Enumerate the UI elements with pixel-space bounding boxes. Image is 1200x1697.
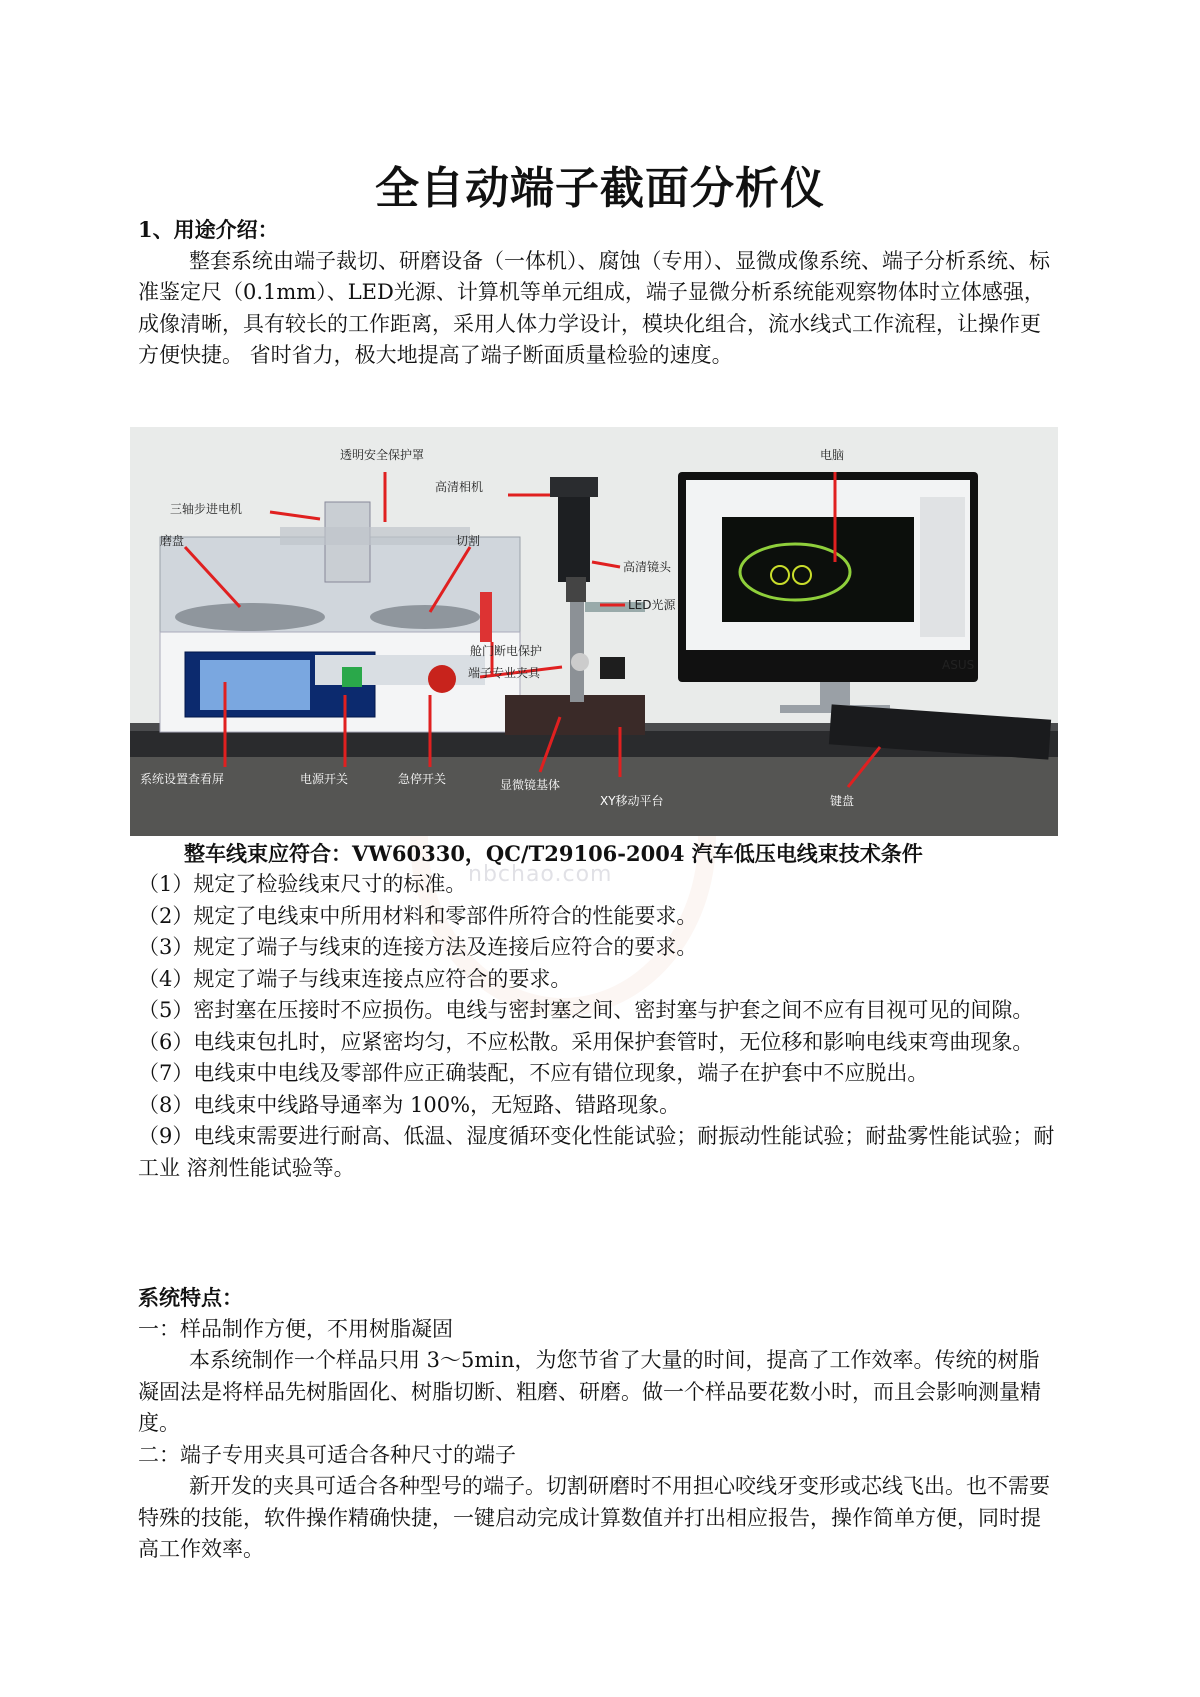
requirement-item: （6）电线束包扎时，应紧密均匀，不应松散。采用保护套管时，无位移和影响电线束弯曲现象。 bbox=[138, 1029, 1034, 1054]
label-motor: 三轴步进电机 bbox=[170, 502, 243, 516]
label-screen: 系统设置查看屏 bbox=[140, 772, 225, 786]
label-base: 显微镜基体 bbox=[500, 778, 561, 792]
section-usage bbox=[138, 214, 1058, 372]
label-computer: 电脑 bbox=[820, 448, 845, 462]
section-features bbox=[138, 1282, 1058, 1566]
label-cover: 透明安全保护罩 bbox=[340, 448, 425, 462]
label-xy: XY移动平台 bbox=[600, 794, 664, 808]
requirement-item: （4）规定了端子与线束连接点应符合的要求。 bbox=[138, 966, 572, 991]
requirement-item: （3）规定了端子与线束的连接方法及连接后应符合的要求。 bbox=[138, 935, 698, 959]
standard-line: 整车线束应符合：VW60330，QC/T29106-2004 汽车低压电线束技术条件 bbox=[184, 841, 923, 866]
requirement-item: （5）密封塞在压接时不应损伤。电线与密封塞之间、密封塞与护套之间不应有目视可见的间隙。 bbox=[138, 998, 1034, 1022]
label-camera: 高清相机 bbox=[435, 480, 484, 494]
requirement-item: （1）规定了检验线束尺寸的标准。 bbox=[138, 872, 467, 896]
section-usage-paragraph: 整套系统由端子裁切、研磨设备（一体机）、腐蚀（专用）、显微成像系统、端子分析系统、标准鉴定尺（0.1mm）、LED光源、计算机等单元组成，端子显微分析系统能观察物体时立体感强，成像清晰，具有较长的工作距离，采用人体力学设计，模块化组合，流水线式工作流程，让操作更方便快捷。 省时省力，极大地提高了端子断面质量检验的速度。 bbox=[138, 248, 1050, 367]
section-features-heading: 系统特点： bbox=[138, 1285, 243, 1310]
product-photo bbox=[130, 427, 1058, 836]
label-keyboard: 键盘 bbox=[830, 794, 855, 808]
label-power: 电源开关 bbox=[300, 772, 349, 786]
requirements-list bbox=[138, 869, 1058, 1184]
requirement-item: （7）电线束中电线及零部件应正确装配，不应有错位现象，端子在护套中不应脱出。 bbox=[138, 1061, 929, 1085]
requirement-item: （8）电线束中线路导通率为 100%，无短路、错路现象。 bbox=[138, 1092, 681, 1117]
label-lens: 高清镜头 bbox=[623, 560, 672, 574]
feature-body: 新开发的夹具可适合各种型号的端子。切割研磨时不用担心咬线牙变形或芯线飞出。也不需要特殊的技能，软件操作精确快捷，一键启动完成计算数值并打出相应报告，操作简单方便，同时提高工作效率。 bbox=[138, 1474, 1050, 1561]
requirement-item: （2）规定了电线束中所用材料和零部件所符合的性能要求。 bbox=[138, 903, 698, 928]
feature-title: 一：样品制作方便，不用树脂凝固 bbox=[138, 1316, 453, 1341]
requirement-item: （9）电线束需要进行耐高、低温、湿度循环变化性能试验；耐振动性能试验；耐盐雾性能试验；耐工业 溶剂性能试验等。 bbox=[138, 1124, 1055, 1180]
section-usage-heading: 1、用途介绍： bbox=[138, 217, 279, 242]
page-title: 全自动端子截面分析仪 bbox=[375, 163, 825, 214]
label-clamp: 端子专业夹具 bbox=[468, 666, 541, 680]
feature-body: 本系统制作一个样品只用 3～5min，为您节省了大量的时间，提高了工作效率。传统的树脂凝固法是将样品先树脂固化、树脂切断、粗磨、研磨。做一个样品要花数小时，而且会影响测量精度。 bbox=[138, 1348, 1041, 1435]
label-door: 舱门断电保护 bbox=[470, 644, 543, 658]
label-estop: 急停开关 bbox=[398, 772, 447, 786]
feature-title: 二：端子专用夹具可适合各种尺寸的端子 bbox=[138, 1442, 516, 1467]
label-disc: 磨盘 bbox=[160, 534, 185, 548]
watermark-text: nbchao.com bbox=[468, 862, 613, 887]
label-cut: 切割 bbox=[456, 534, 481, 548]
label-panel-brand: ASUS bbox=[942, 658, 975, 672]
label-led: LED光源 bbox=[628, 598, 676, 612]
